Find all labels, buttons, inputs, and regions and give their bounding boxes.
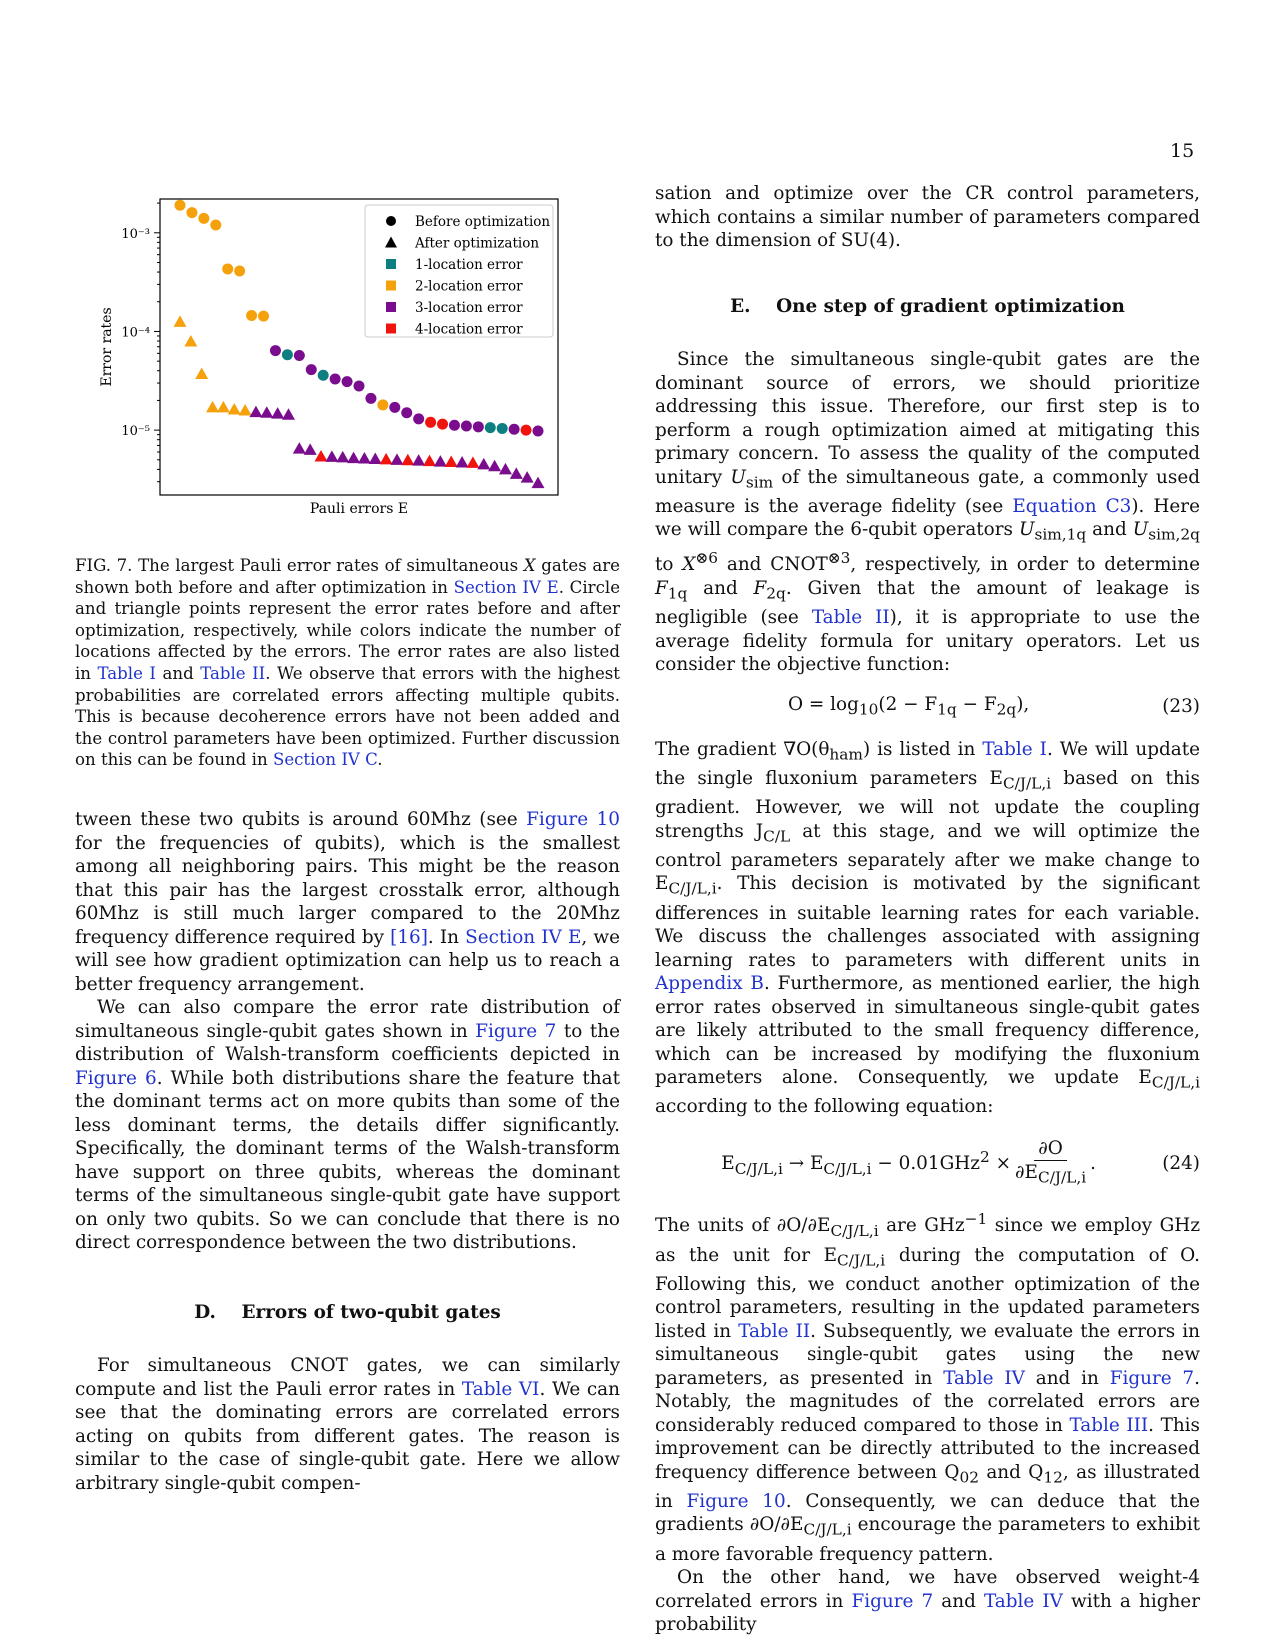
page-number: 15 — [1170, 140, 1195, 162]
data-point-before — [210, 219, 221, 230]
data-point-after — [423, 455, 436, 467]
data-point-after — [380, 453, 393, 465]
y-tick-label: 10⁻⁵ — [121, 424, 150, 440]
legend-label: 3-location error — [415, 300, 523, 316]
link-table-1[interactable]: Table I — [982, 738, 1047, 760]
legend-label: 2-location error — [415, 278, 523, 295]
y-tick-label: 10⁻³ — [121, 226, 150, 242]
paragraph: Since the simultaneous single-qubit gates are the dominant source of errors, we should prioritize addressing this issue. Therefore, our first step is to perform a rough optimization aimed at mitigating this primary concern. To assess the quality of the computed unitary $U_{sim}$ of the simultaneous gate, a commonly used measure is the average fidelity (see Equation C3). Here we will compare the 6-qubit operators $U_{sim,1q}$ and $U_{sim,2q}$ to $X^{\otimes 6}$ and $CNOT^{\otimes 3}$, respectively, in order to determine $F_{1q}$ and $F_{2q}$. Given that the amount of leakage is negligible (see Table II), it is appropriate to use the average fidelity formula for unitary operators. Let us consider the objective function: — [655, 349, 1201, 676]
data-point-before — [365, 393, 376, 404]
data-point-after — [217, 401, 230, 413]
paragraph: For simultaneous CNOT gates, we can similarly compute and list the Pauli error rates in Table VI. We can see that the dominating errors are correlated errors acting on qubits from different gates. The reason is similar to the case of single-qubit gate. Here we allow arbitrary single-qubit compen- — [75, 1355, 620, 1494]
legend-label: 1-location error — [415, 257, 523, 273]
data-point-after — [390, 453, 403, 465]
data-point-before — [330, 373, 341, 384]
data-point-before — [497, 423, 508, 434]
data-point-before — [389, 402, 400, 413]
data-point-after — [271, 407, 284, 419]
link-table-1[interactable]: Table I — [97, 663, 156, 683]
data-point-before — [222, 263, 233, 274]
data-point-after — [293, 442, 306, 454]
data-point-after — [499, 463, 512, 475]
data-point-before — [473, 421, 484, 432]
data-point-before — [377, 399, 388, 410]
link-table-2[interactable]: Table II — [738, 1320, 811, 1342]
paragraph: We can also compare the error rate distribution of simultaneous single-qubit gates shown in Figure 7 to the distribution of Walsh-transform coefficients depicted in Figure 6. While both distributions share the feature that the dominant terms act on more qubits than some of the less dominant terms, the details differ significantly. Specifically, the dominant terms of the Walsh-transform have support on three qubits, whereas the dominant terms of the simultaneous single-qubit gate have support on only two qubits. So we can conclude that there is no direct correspondence between the two distributions. — [75, 997, 620, 1253]
paragraph: tween these two qubits is around 60Mhz (see Figure 10 for the frequencies of qubits), which is the smallest among all neighboring pairs. This might be the reason that this pair has the largest crosstalk error, although 60Mhz is still much larger compared to the 20Mhz frequency difference required by [16]. In Section IV E, we will see how gradient optimization can help us to reach a better frequency arrangement. — [75, 809, 620, 995]
left-column — [75, 808, 620, 1495]
link-figure-10[interactable]: Figure 10 — [686, 1490, 786, 1512]
data-point-after — [239, 404, 252, 416]
paragraph: sation and optimize over the CR control parameters, which contains a similar number of parameters compared to the dimension of SU(4). — [655, 183, 1200, 251]
link-section-4e[interactable]: Section IV E — [453, 577, 559, 597]
equation-24: $E_{C/J/L,i} \to E_{C/J/L,i} - 0.01GHz^2$ × $\frac{\partial O}{\partial E_{C/J/L,i}}$ . (24) — [721, 1137, 1200, 1187]
data-point-before — [246, 310, 257, 321]
data-point-before — [306, 364, 317, 375]
right-column — [655, 182, 1200, 1637]
data-point-before — [533, 425, 544, 436]
data-point-after — [466, 456, 479, 468]
link-section-4e[interactable]: Section IV E — [465, 926, 582, 948]
link-table-3[interactable]: Table III — [1069, 1414, 1149, 1436]
data-point-before — [342, 376, 353, 387]
data-point-after — [347, 452, 360, 464]
legend-marker — [386, 324, 396, 334]
link-figure-7[interactable]: Figure 7 — [1109, 1367, 1195, 1389]
data-point-after — [336, 451, 349, 463]
link-equation-c3[interactable]: Equation C3 — [1012, 495, 1132, 517]
data-point-after — [195, 368, 208, 380]
data-point-before — [509, 424, 520, 435]
data-point-before — [258, 311, 269, 322]
x-axis-label: Pauli errors E — [309, 501, 409, 517]
data-point-before — [198, 213, 209, 224]
data-point-after — [456, 456, 469, 468]
data-point-after — [401, 454, 414, 466]
data-point-after — [228, 403, 241, 415]
data-point-after — [282, 408, 295, 420]
link-table-2[interactable]: Table II — [811, 607, 890, 629]
data-point-before — [175, 200, 186, 211]
data-point-after — [260, 406, 273, 418]
legend-marker — [386, 302, 396, 312]
data-point-after — [510, 467, 523, 479]
data-point-before — [234, 265, 245, 276]
link-section-4c[interactable]: Section IV C — [272, 750, 378, 770]
data-point-before — [354, 380, 365, 391]
link-figure-6[interactable]: Figure 6 — [75, 1067, 157, 1089]
link-figure-10[interactable]: Figure 10 — [526, 809, 620, 830]
data-point-after — [325, 450, 338, 462]
link-appendix-b[interactable]: Appendix B — [655, 973, 764, 994]
data-point-before — [461, 421, 472, 432]
data-point-after — [488, 460, 501, 472]
link-figure-7[interactable]: Figure 7 — [851, 1590, 934, 1612]
data-point-before — [294, 350, 305, 361]
figure-7-caption: FIG. 7. The largest Pauli error rates of simultaneous X gates are shown both before and after optimization in Section IV E. Circle and triangle points represent the error rates before and after optimization, respectively, while colors indicate the number of locations affected by the errors. The error rates are also listed in Table I and Table II. We observe that errors with the highest probabilities are correlated errors affecting multiple qubits. This is because decoherence errors have not been added and the control parameters have been optimized. Further discussion on this can be found in Section IV C. — [75, 556, 621, 770]
data-point-after — [369, 452, 382, 464]
legend-label: 4-location error — [415, 321, 523, 338]
data-point-after — [184, 335, 197, 347]
equation-number: (24) — [1162, 1152, 1200, 1174]
paragraph: The gradient $\nabla O(\theta_{ham})$ is listed in Table I. We will update the single fluxonium parameters $E_{C/J/L,i}$ based on this gradient. However, we will not update the coupling strengths $J_{C/L}$ at this stage, and we will optimize the control parameters separately after we make change to $E_{C/J/L,i}$. This decision is motivated by the significant differences in suitable learning rates for each variable. We discuss the challenges associated with assigning learning rates to parameters with different units in Appendix B. Furthermore, as mentioned earlier, the high error rates observed in simultaneous single-qubit gates are likely attributed to the small frequency difference, which can be increased by modifying the fluxonium parameters alone. Consequently, we update $E_{C/J/L,i}$ according to the following equation: — [655, 738, 1201, 1118]
link-table-6[interactable]: Table VI — [461, 1378, 540, 1400]
data-point-before — [521, 425, 532, 436]
y-axis-label: Error rates — [99, 307, 115, 387]
data-point-before — [282, 349, 293, 360]
legend-marker — [386, 281, 396, 291]
data-point-after — [174, 315, 187, 326]
data-point-before — [437, 419, 448, 430]
section-heading-d: D. Errors of two-qubit gates — [194, 1301, 501, 1323]
caption-label: FIG. 7. — [75, 556, 133, 575]
section-heading-e: E. One step of gradient optimization — [730, 295, 1125, 317]
data-point-after — [304, 443, 317, 455]
data-point-after — [412, 454, 425, 466]
paragraph: The units of $\partial O/\partial E_{C/J/L,i}$ are GHz$^{-1}$ since we employ GHz as the unit for $E_{C/J/L,i}$ during the computation of O. Following this, we conduct another optimization of the control parameters, resulting in the updated parameters listed in Table II. Subsequently, we evaluate the errors in simultaneous single-qubit gates using the new parameters, as presented in Table IV and in Figure 7. Notably, the magnitudes of the correlated errors are considerably reduced compared to those in Table III. This improvement can be directly attributed to the increased frequency difference between $Q_{02}$ and $Q_{12}$, as illustrated in Figure 10. Consequently, we can deduce that the gradients $\partial O/\partial E_{C/J/L,i}$ encourage the parameters to exhibit a more favorable frequency pattern. — [655, 1210, 1201, 1565]
link-figure-7[interactable]: Figure 7 — [475, 1020, 557, 1042]
data-point-after — [206, 401, 219, 413]
link-table-4[interactable]: Table IV — [943, 1367, 1025, 1389]
link-ref-16[interactable]: [16] — [390, 926, 428, 948]
link-table-4[interactable]: Table IV — [983, 1590, 1063, 1612]
data-point-after — [434, 455, 447, 467]
legend-label: After optimization — [415, 235, 540, 252]
equation-23: $O = \log_{10}(2 - F_{1q} - F_{2q})$, (23) — [788, 693, 1200, 719]
data-point-before — [318, 370, 329, 381]
data-point-before — [449, 420, 460, 431]
data-point-before — [413, 413, 424, 424]
data-point-before — [485, 422, 496, 433]
data-point-after — [315, 450, 328, 462]
figure-7-chart — [95, 195, 595, 535]
data-point-before — [186, 207, 197, 218]
y-tick-label: 10⁻⁴ — [121, 325, 150, 341]
data-point-after — [249, 406, 262, 418]
legend-marker — [386, 259, 396, 269]
data-point-before — [425, 417, 436, 428]
data-point-after — [477, 458, 490, 470]
data-point-before — [401, 407, 412, 418]
legend-marker — [386, 216, 396, 226]
equation-number: (23) — [1162, 696, 1200, 718]
data-point-before — [270, 345, 281, 356]
data-point-after — [521, 471, 534, 483]
data-point-after — [358, 452, 371, 464]
legend-label: Before optimization — [415, 214, 551, 230]
link-table-2[interactable]: Table II — [200, 663, 266, 683]
data-point-after — [445, 456, 458, 468]
paragraph: On the other hand, we have observed weight-4 correlated errors in Figure 7 and Table IV with a higher probability — [655, 1567, 1200, 1636]
